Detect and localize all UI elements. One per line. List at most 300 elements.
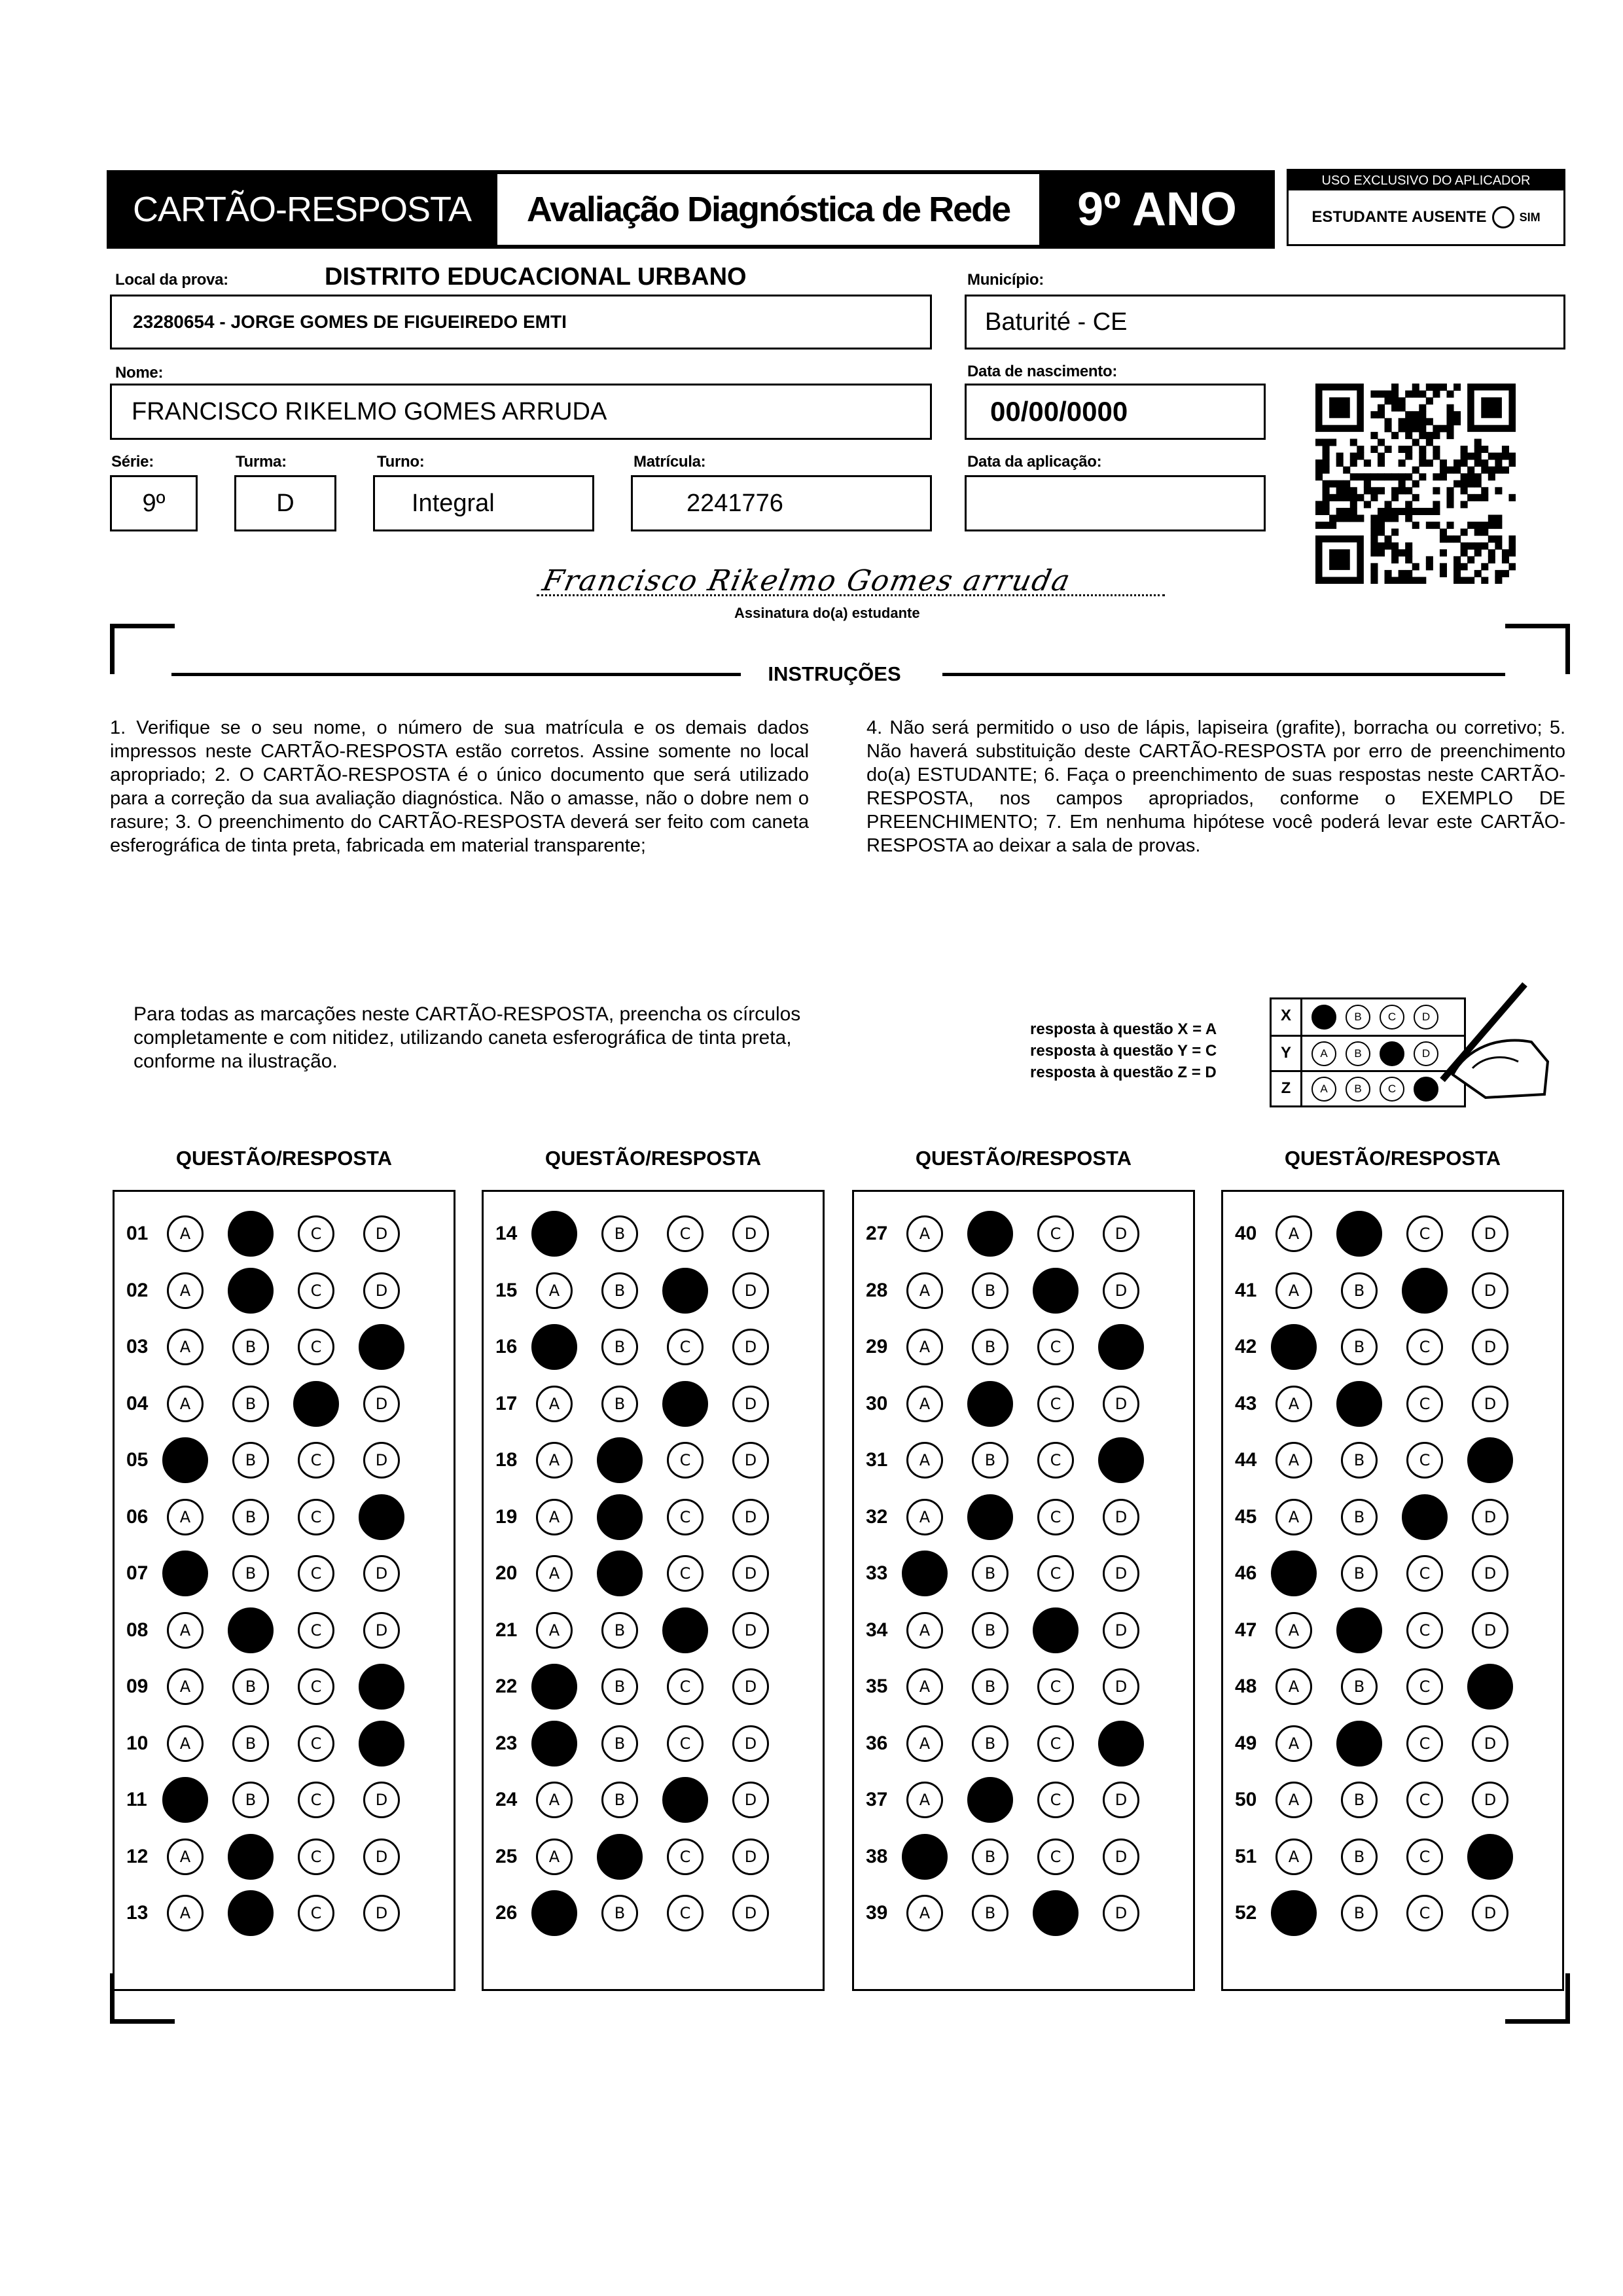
answer-bubble-a[interactable]: A (536, 1272, 573, 1309)
answer-bubble-a[interactable]: A (531, 1324, 577, 1370)
answer-bubble-b[interactable]: B (967, 1494, 1013, 1540)
answer-bubble-d[interactable]: D (732, 1272, 769, 1309)
answer-bubble-b[interactable]: B (228, 1834, 274, 1880)
answer-bubble-a[interactable]: A (906, 1386, 943, 1422)
answer-bubble-b[interactable]: B (601, 1272, 638, 1309)
answer-bubble-a[interactable]: A (531, 1721, 577, 1767)
answer-bubble-a[interactable]: A (536, 1839, 573, 1875)
answer-bubble-b[interactable]: B (228, 1890, 274, 1936)
answer-bubble-b[interactable]: B (232, 1442, 269, 1479)
answer-bubble-a[interactable]: A (1275, 1668, 1312, 1705)
answer-bubble-c[interactable]: C (1033, 1890, 1079, 1936)
answer-bubble-b[interactable]: B (1341, 1499, 1378, 1535)
answer-bubble-a[interactable]: A (906, 1215, 943, 1252)
qr-module (1419, 473, 1426, 480)
answer-bubble-d[interactable]: D (1103, 1612, 1139, 1649)
answer-bubble-a[interactable]: A (906, 1612, 943, 1649)
question-number: 46 (1235, 1562, 1257, 1584)
qr-module (1323, 446, 1330, 453)
qr-module (1323, 501, 1330, 508)
answer-bubble-d[interactable]: D (1472, 1555, 1508, 1592)
answer-bubble-b[interactable]: B (601, 1668, 638, 1705)
answer-bubble-b[interactable]: B (1341, 1895, 1378, 1931)
answer-bubble-c[interactable]: C (667, 1499, 704, 1535)
answer-bubble-a[interactable]: A (167, 1272, 204, 1309)
answer-bubble-b[interactable]: B (967, 1777, 1013, 1823)
answer-bubble-d[interactable]: D (732, 1612, 769, 1649)
answer-bubble-b[interactable]: B (1341, 1442, 1378, 1479)
absent-option[interactable] (1289, 190, 1563, 244)
answer-bubble-c[interactable]: C (1406, 1782, 1443, 1818)
answer-bubble-b[interactable]: B (972, 1612, 1008, 1649)
answer-bubble-d[interactable]: D (1103, 1499, 1139, 1535)
answer-bubble-c[interactable]: C (1037, 1725, 1074, 1762)
answer-bubble-c[interactable]: C (1037, 1499, 1074, 1535)
answer-bubble-a[interactable]: A (536, 1442, 573, 1479)
answer-bubble-c[interactable]: C (1037, 1442, 1074, 1479)
corner-mark-tl (110, 624, 175, 674)
answer-bubble-d[interactable]: D (1098, 1324, 1144, 1370)
qr-module (1399, 404, 1406, 412)
answer-bubble-d[interactable]: D (732, 1782, 769, 1818)
qr-module (1399, 425, 1406, 432)
answer-bubble-a[interactable]: A (167, 1612, 204, 1649)
answer-bubble-c[interactable]: C (1406, 1442, 1443, 1479)
answer-bubble-b[interactable]: B (601, 1215, 638, 1252)
answer-bubble-c[interactable]: C (667, 1329, 704, 1365)
qr-module (1495, 543, 1502, 550)
qr-module (1323, 453, 1330, 460)
answer-row (484, 1441, 827, 1480)
answer-bubble-c[interactable]: C (1406, 1895, 1443, 1931)
qr-module (1488, 467, 1495, 474)
qr-module (1433, 487, 1440, 494)
qr-module (1370, 411, 1378, 418)
municipio-label: Município: (967, 271, 1044, 289)
answer-bubble-c[interactable]: C (1037, 1555, 1074, 1592)
qr-module (1350, 439, 1357, 446)
qr-module (1446, 425, 1454, 432)
question-number: 14 (495, 1223, 518, 1244)
qr-module (1433, 384, 1440, 391)
answer-bubble-a[interactable]: A (167, 1725, 204, 1762)
answer-bubble-b[interactable]: B (972, 1668, 1008, 1705)
answer-bubble-d[interactable]: D (1472, 1386, 1508, 1422)
answer-bubble-d[interactable]: D (1467, 1834, 1513, 1880)
qr-module (1467, 577, 1474, 584)
answer-bubble-a[interactable]: A (167, 1895, 204, 1931)
answer-row (1223, 1384, 1566, 1424)
answer-bubble-d[interactable]: D (1472, 1612, 1508, 1649)
answer-bubble-c[interactable]: C (298, 1895, 334, 1931)
answer-bubble-a[interactable]: A (1275, 1725, 1312, 1762)
answer-bubble-a[interactable]: A (1271, 1324, 1317, 1370)
question-number: 16 (495, 1336, 518, 1357)
answer-row (1223, 1724, 1566, 1763)
qr-module (1454, 570, 1461, 577)
answer-bubble-d[interactable]: D (363, 1386, 400, 1422)
answer-bubble-c[interactable]: C (1406, 1215, 1443, 1252)
answer-bubble-d[interactable]: D (732, 1555, 769, 1592)
answer-bubble-c[interactable]: C (1406, 1725, 1443, 1762)
qr-module (1391, 577, 1399, 584)
qr-module (1495, 467, 1502, 474)
answer-bubble-a[interactable]: A (906, 1272, 943, 1309)
answer-bubble-a[interactable]: A (1275, 1215, 1312, 1252)
qr-module (1364, 487, 1371, 494)
qr-module (1399, 508, 1406, 515)
qr-module (1385, 397, 1392, 404)
answer-bubble-b[interactable]: B (597, 1437, 643, 1483)
answer-bubble-c[interactable]: C (1033, 1607, 1079, 1653)
absent-checkbox[interactable] (1492, 206, 1514, 228)
answer-bubble-d[interactable]: D (1472, 1782, 1508, 1818)
answer-bubble-a[interactable]: A (536, 1386, 573, 1422)
answer-bubble-d[interactable]: D (1472, 1725, 1508, 1762)
answer-row (1223, 1667, 1566, 1706)
answer-bubble-c[interactable]: C (298, 1215, 334, 1252)
answer-bubble-a[interactable]: A (906, 1895, 943, 1931)
answer-bubble-d[interactable]: D (732, 1499, 769, 1535)
answer-bubble-a[interactable]: A (531, 1211, 577, 1257)
answer-bubble-a[interactable]: A (906, 1329, 943, 1365)
qr-module (1502, 556, 1509, 564)
answer-bubble-a[interactable]: A (536, 1782, 573, 1818)
qr-module (1461, 453, 1468, 460)
question-number: 36 (866, 1732, 888, 1754)
answer-bubble-d[interactable]: D (1472, 1272, 1508, 1309)
answer-bubble-b[interactable]: B (967, 1211, 1013, 1257)
example-y-text: resposta à questão Y = C (1030, 1042, 1217, 1060)
answer-bubble-c[interactable]: C (662, 1268, 708, 1314)
answer-bubble-b[interactable]: B (601, 1612, 638, 1649)
question-number: 07 (126, 1562, 149, 1584)
qr-module (1350, 487, 1357, 494)
qr-module (1488, 473, 1495, 480)
answer-bubble-a[interactable]: A (906, 1499, 943, 1535)
answer-bubble-b[interactable]: B (972, 1329, 1008, 1365)
answer-bubble-d[interactable]: D (1103, 1215, 1139, 1252)
answer-bubble-b[interactable]: B (232, 1386, 269, 1422)
qr-module (1446, 467, 1454, 474)
answer-bubble-d[interactable]: D (1098, 1437, 1144, 1483)
answer-bubble-c[interactable]: C (667, 1555, 704, 1592)
answer-bubble-c[interactable]: C (298, 1612, 334, 1649)
answer-bubble-b[interactable]: B (228, 1211, 274, 1257)
qr-module (1329, 480, 1336, 488)
answer-bubble-a[interactable]: A (167, 1839, 204, 1875)
example-bubble-c: C (1380, 1077, 1404, 1102)
answer-bubble-d[interactable]: D (732, 1895, 769, 1931)
applicator-label: USO EXCLUSIVO DO APLICADOR (1289, 171, 1563, 190)
answer-bubble-a[interactable]: A (167, 1386, 204, 1422)
answer-bubble-a[interactable]: A (1275, 1499, 1312, 1535)
answer-row (115, 1441, 457, 1480)
qr-module (1467, 556, 1474, 564)
answer-bubble-b[interactable]: B (967, 1381, 1013, 1427)
nascimento-value: 00/00/0000 (990, 396, 1128, 427)
answer-bubble-d[interactable]: D (1472, 1499, 1508, 1535)
qr-module (1495, 535, 1502, 543)
answer-bubble-a[interactable]: A (167, 1215, 204, 1252)
answer-bubble-b[interactable]: B (232, 1555, 269, 1592)
qr-module (1461, 480, 1468, 488)
answer-bubble-a[interactable]: A (1275, 1782, 1312, 1818)
answer-bubble-b[interactable]: B (232, 1668, 269, 1705)
answer-bubble-a[interactable]: A (906, 1725, 943, 1762)
answer-bubble-c[interactable]: C (1406, 1839, 1443, 1875)
answer-bubble-a[interactable]: A (162, 1777, 208, 1823)
question-number: 21 (495, 1619, 518, 1641)
instructions-rule-left (171, 673, 741, 676)
qr-module (1391, 397, 1399, 404)
answer-bubble-d[interactable]: D (363, 1612, 400, 1649)
answer-bubble-b[interactable]: B (601, 1386, 638, 1422)
aplicacao-field[interactable] (965, 475, 1266, 531)
answer-bubble-a[interactable]: A (536, 1612, 573, 1649)
answer-bubble-b[interactable]: B (1336, 1381, 1382, 1427)
qr-module (1481, 487, 1488, 494)
answer-bubble-b[interactable]: B (601, 1895, 638, 1931)
answer-bubble-d[interactable]: D (1467, 1437, 1513, 1483)
question-number: 39 (866, 1902, 888, 1924)
answer-bubble-a[interactable]: A (536, 1499, 573, 1535)
qr-module (1474, 453, 1482, 460)
column-header: QUESTÃO/RESPOSTA (175, 1147, 393, 1170)
qr-module (1440, 563, 1447, 570)
answer-bubble-a[interactable]: A (167, 1499, 204, 1535)
answer-bubble-d[interactable]: D (363, 1782, 400, 1818)
answer-bubble-c[interactable]: C (1406, 1386, 1443, 1422)
qr-module (1370, 522, 1378, 529)
answer-bubble-b[interactable]: B (1336, 1721, 1382, 1767)
answer-bubble-d[interactable]: D (1103, 1895, 1139, 1931)
answer-bubble-d[interactable]: D (363, 1272, 400, 1309)
answer-bubble-b[interactable]: B (228, 1268, 274, 1314)
qr-module (1495, 570, 1502, 577)
qr-module (1370, 549, 1378, 556)
answer-bubble-b[interactable]: B (232, 1499, 269, 1535)
qr-module (1399, 577, 1406, 584)
qr-module (1391, 432, 1399, 439)
answer-bubble-a[interactable]: A (1275, 1839, 1312, 1875)
answer-bubble-c[interactable]: C (667, 1839, 704, 1875)
answer-bubble-a[interactable]: A (162, 1437, 208, 1483)
answer-bubble-b[interactable]: B (972, 1725, 1008, 1762)
answer-bubble-b[interactable]: B (972, 1839, 1008, 1875)
answer-bubble-c[interactable]: C (1406, 1555, 1443, 1592)
answer-bubble-d[interactable]: D (732, 1725, 769, 1762)
answer-bubble-d[interactable]: D (1098, 1721, 1144, 1767)
answer-bubble-b[interactable]: B (597, 1834, 643, 1880)
answer-bubble-c[interactable]: C (1406, 1668, 1443, 1705)
answer-bubble-d[interactable]: D (359, 1664, 404, 1710)
answer-bubble-a[interactable]: A (167, 1329, 204, 1365)
answer-bubble-d[interactable]: D (732, 1442, 769, 1479)
answer-bubble-b[interactable]: B (972, 1442, 1008, 1479)
answer-bubble-d[interactable]: D (1467, 1664, 1513, 1710)
answer-bubble-a[interactable]: A (902, 1834, 948, 1880)
answer-bubble-b[interactable]: B (232, 1329, 269, 1365)
answer-bubble-b[interactable]: B (601, 1329, 638, 1365)
answer-bubble-a[interactable]: A (531, 1890, 577, 1936)
answer-bubble-d[interactable]: D (359, 1721, 404, 1767)
qr-module (1474, 439, 1482, 446)
qr-module (1461, 529, 1468, 536)
answer-bubble-a[interactable]: A (536, 1555, 573, 1592)
answer-bubble-c[interactable]: C (1406, 1329, 1443, 1365)
nome-field (110, 384, 932, 440)
answer-bubble-c[interactable]: C (298, 1499, 334, 1535)
answer-bubble-b[interactable]: B (228, 1607, 274, 1653)
answer-bubble-a[interactable]: A (1275, 1272, 1312, 1309)
answer-bubble-c[interactable]: C (298, 1782, 334, 1818)
answer-bubble-d[interactable]: D (359, 1494, 404, 1540)
qr-module (1405, 501, 1412, 508)
answer-bubble-a[interactable]: A (1275, 1442, 1312, 1479)
answer-row (484, 1271, 827, 1310)
answer-bubble-a[interactable]: A (531, 1664, 577, 1710)
answer-bubble-c[interactable]: C (298, 1725, 334, 1762)
answer-bubble-b[interactable]: B (972, 1895, 1008, 1931)
answer-bubble-c[interactable]: C (667, 1442, 704, 1479)
answer-bubble-c[interactable]: C (298, 1555, 334, 1592)
answer-bubble-d[interactable]: D (1103, 1272, 1139, 1309)
qr-module (1370, 494, 1378, 501)
answer-bubble-c[interactable]: C (1037, 1782, 1074, 1818)
qr-module (1467, 522, 1474, 529)
answer-bubble-c[interactable]: C (298, 1442, 334, 1479)
answer-bubble-c[interactable]: C (298, 1668, 334, 1705)
answer-bubble-c[interactable]: C (293, 1381, 339, 1427)
question-number: 50 (1235, 1789, 1257, 1810)
answer-bubble-a[interactable]: A (1271, 1890, 1317, 1936)
answer-bubble-b[interactable]: B (1341, 1555, 1378, 1592)
qr-module (1399, 570, 1406, 577)
answer-bubble-d[interactable]: D (732, 1215, 769, 1252)
answer-bubble-c[interactable]: C (662, 1381, 708, 1427)
answer-bubble-b[interactable]: B (1341, 1782, 1378, 1818)
answer-bubble-b[interactable]: B (597, 1551, 643, 1596)
answer-bubble-a[interactable]: A (162, 1551, 208, 1596)
question-number: 24 (495, 1789, 518, 1810)
qr-module (1433, 453, 1440, 460)
answer-bubble-d[interactable]: D (1103, 1782, 1139, 1818)
qr-module (1378, 549, 1385, 556)
answer-bubble-d[interactable]: D (1472, 1329, 1508, 1365)
answer-row (854, 1780, 1197, 1820)
answer-bubble-a[interactable]: A (906, 1782, 943, 1818)
answer-bubble-d[interactable]: D (732, 1668, 769, 1705)
answer-bubble-d[interactable]: D (1103, 1555, 1139, 1592)
answer-bubble-c[interactable]: C (298, 1839, 334, 1875)
answer-bubble-b[interactable]: B (1341, 1272, 1378, 1309)
answer-bubble-b[interactable]: B (1336, 1607, 1382, 1653)
answer-bubble-c[interactable]: C (1406, 1612, 1443, 1649)
answer-bubble-d[interactable]: D (1103, 1839, 1139, 1875)
answer-bubble-d[interactable]: D (359, 1324, 404, 1370)
qr-module (1405, 418, 1412, 425)
answer-bubble-d[interactable]: D (1103, 1668, 1139, 1705)
answer-bubble-c[interactable]: C (667, 1725, 704, 1762)
answer-row (1223, 1214, 1566, 1253)
answer-bubble-d[interactable]: D (732, 1329, 769, 1365)
answer-bubble-c[interactable]: C (1402, 1268, 1448, 1314)
answer-bubble-d[interactable]: D (732, 1386, 769, 1422)
qr-module (1405, 432, 1412, 439)
answer-bubble-b[interactable]: B (601, 1782, 638, 1818)
answer-bubble-a[interactable]: A (906, 1442, 943, 1479)
answer-bubble-b[interactable]: B (597, 1494, 643, 1540)
answer-bubble-b[interactable]: B (972, 1555, 1008, 1592)
answer-bubble-d[interactable]: D (363, 1895, 400, 1931)
answer-bubble-a[interactable]: A (1271, 1551, 1317, 1596)
local-label: Local da prova: (115, 271, 228, 289)
answer-bubble-c[interactable]: C (298, 1272, 334, 1309)
answer-bubble-d[interactable]: D (363, 1555, 400, 1592)
answer-bubble-d[interactable]: D (1103, 1386, 1139, 1422)
qr-finder (1329, 549, 1350, 570)
qr-module (1412, 384, 1419, 391)
answer-bubble-c[interactable]: C (1033, 1268, 1079, 1314)
nome-value: FRANCISCO RIKELMO GOMES ARRUDA (132, 397, 607, 425)
qr-module (1495, 514, 1502, 522)
answer-bubble-a[interactable]: A (1275, 1386, 1312, 1422)
answer-bubble-c[interactable]: C (1402, 1494, 1448, 1540)
answer-bubble-d[interactable]: D (732, 1839, 769, 1875)
answer-bubble-c[interactable]: C (1037, 1668, 1074, 1705)
answer-bubble-b[interactable]: B (1341, 1329, 1378, 1365)
answer-bubble-c[interactable]: C (667, 1668, 704, 1705)
qr-module (1433, 522, 1440, 529)
qr-module (1495, 522, 1502, 529)
answer-bubble-b[interactable]: B (1341, 1668, 1378, 1705)
qr-module (1446, 391, 1454, 398)
instructions-rule-right (942, 673, 1505, 676)
answer-bubble-b[interactable]: B (232, 1782, 269, 1818)
answer-bubble-d[interactable]: D (363, 1839, 400, 1875)
answer-bubble-a[interactable]: A (906, 1668, 943, 1705)
answer-bubble-b[interactable]: B (972, 1272, 1008, 1309)
answer-bubble-c[interactable]: C (662, 1607, 708, 1653)
answer-bubble-a[interactable]: A (902, 1551, 948, 1596)
answer-bubble-d[interactable]: D (363, 1442, 400, 1479)
answer-bubble-c[interactable]: C (667, 1215, 704, 1252)
answer-bubble-d[interactable]: D (363, 1215, 400, 1252)
answer-bubble-b[interactable]: B (1336, 1211, 1382, 1257)
answer-bubble-b[interactable]: B (1341, 1839, 1378, 1875)
answer-row (854, 1554, 1197, 1593)
qr-module (1474, 529, 1482, 536)
answer-bubble-c[interactable]: C (1037, 1386, 1074, 1422)
answer-bubble-c[interactable]: C (298, 1329, 334, 1365)
answer-bubble-a[interactable]: A (1275, 1612, 1312, 1649)
answer-bubble-c[interactable]: C (1037, 1215, 1074, 1252)
question-number: 09 (126, 1676, 149, 1697)
qr-module (1399, 397, 1406, 404)
answer-bubble-c[interactable]: C (667, 1895, 704, 1931)
answer-bubble-c[interactable]: C (1037, 1329, 1074, 1365)
example-row-label: X (1272, 999, 1302, 1035)
qr-module (1440, 459, 1447, 467)
answer-bubble-a[interactable]: A (167, 1668, 204, 1705)
answer-bubble-b[interactable]: B (601, 1725, 638, 1762)
answer-bubble-b[interactable]: B (232, 1725, 269, 1762)
answer-bubble-c[interactable]: C (662, 1777, 708, 1823)
answer-bubble-c[interactable]: C (1037, 1839, 1074, 1875)
answer-bubble-d[interactable]: D (1472, 1895, 1508, 1931)
answer-bubble-d[interactable]: D (1472, 1215, 1508, 1252)
